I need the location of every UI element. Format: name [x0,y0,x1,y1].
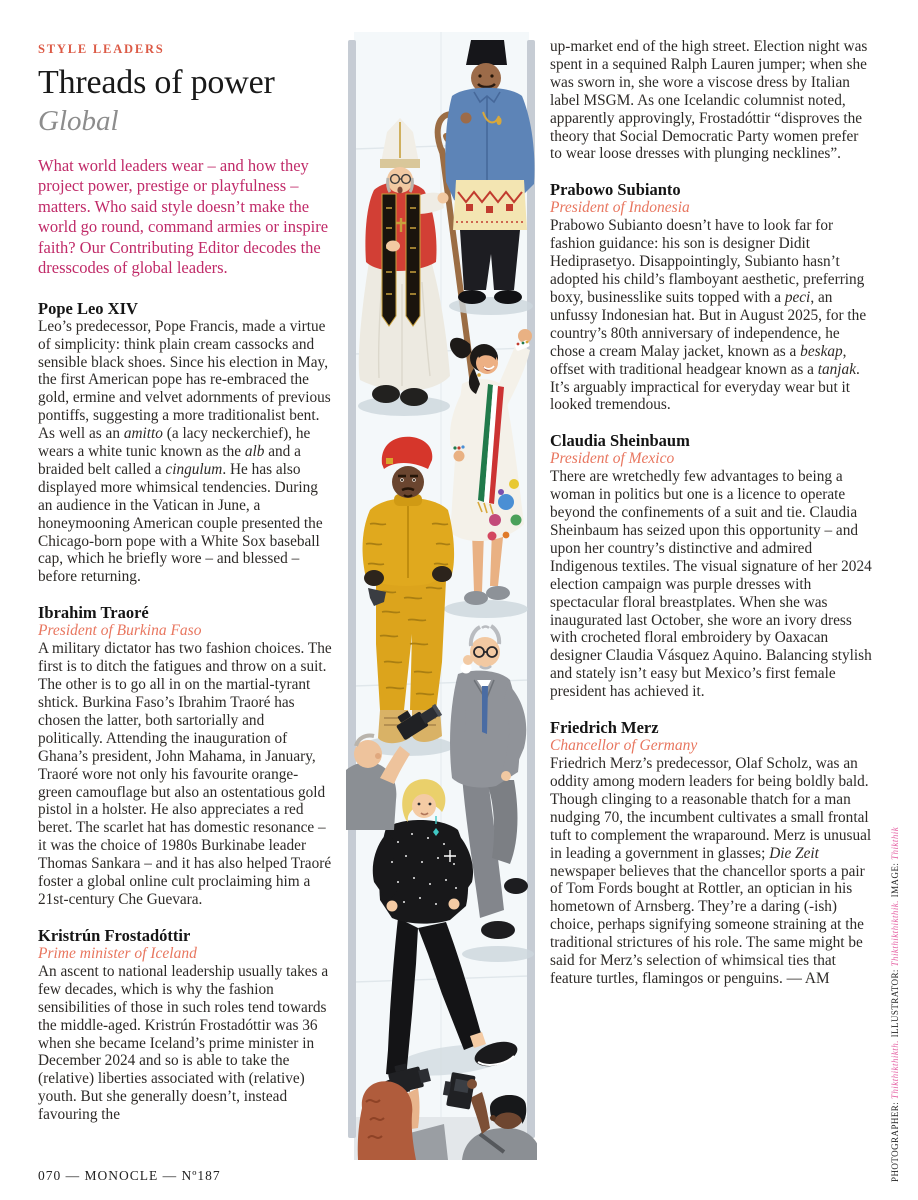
image-name: Thikthik [890,826,900,860]
continuation-paragraph: up-market end of the high street. Election night was spent in a sequined Ralph Lauren jumper; when she was sworn in, she wore a viscose dress by Italian label MSGM. As one Icelandic columnist noted, apparently approvingly, Frostadóttir “disproves the theory that Social Democratic Party women prefer to wear loose dresses with plunging necklines”. [550,38,868,163]
section-body: There are wretchedly few advantages to being a woman in politics but one is a licence to operate beyond the confinements of a suit and tie. Claudia Sheinbaum has seized upon this opportunity – and upon her country’s distinctive and admired Indigenous textiles. The visual signature of her 2024 election campaign was purple dresses with spectacular floral breastplates. When she was inaugurated last October, she wore an ivory dress with crocheted floral embroidery by Oaxacan designer Claudia Vásquez Aquino. Balancing stylish and stately isn’t easy but Mexico’s first female president has achieved it. [550,468,872,701]
photographer-name: Thikthikthikth. [890,1040,900,1100]
section-body: An ascent to national leadership usually takes a few decades, which is why the fashion sensibilities of those in such roles tend towards the middle-aged. Kristrún Frostadóttir was 36 when she became Iceland’s prime minister in December 2024 and so is able to take the (relative) liberties associated with (relative) youth. But she generally doesn’t, instead favouring the [38,962,329,1124]
section-ibrahim-traore [38,603,332,909]
section-body: Friedrich Merz’s predecessor, Olaf Scholz, was an oddity among modern leaders for being boldly bald. Though clinging to a reasonable thatch for a man nudging 70, the incumbent cultivates a small frontal tuft to complement the wraparound. Merz is unusual in leading a government in glasses; Die Zeit newspaper believes that the chancellor sports a pair of Tom Fords bought at Rottler, an optician in his hometown of Arnsberg. They’re a daring (-ish) choice, perhaps signifying someone straining at the traditional strictures of his role. The same might be said for Merz’s selection of whimsical ties that feature turtles, flamingos or penguins. — AM [550,755,872,987]
section-subheading: President of Indonesia [550,199,690,217]
runway-edge-right [527,40,535,1138]
illustrator-label: ILLUSTRATOR: [890,969,900,1038]
image-label: IMAGE: [890,862,900,898]
catwalk-illustration-svg [346,30,537,1162]
section-subheading: President of Burkina Faso [38,622,202,640]
edition-label: Global [38,104,119,137]
section-kristrun-frostadottir [38,926,332,1124]
section-subheading: Chancellor of Germany [550,737,698,755]
section-heading: Pope Leo XIV [38,298,138,318]
kicker: STYLE LEADERS [38,42,165,56]
runway-edge-left [348,40,356,1138]
section-heading: Ibrahim Traoré [38,603,149,623]
catwalk-illustration [346,30,537,1162]
section-subheading: President of Mexico [550,450,675,468]
left-column [38,42,332,1124]
section-friedrich-merz [550,718,874,988]
section-body: A military dictator has two fashion choices. The first is to ditch the fatigues and throw on a suit. The other is to go all in on the martial-tyrant shtick. Burkina Faso’s Ibrahim Traoré has chosen the latter, both sartorially and politically. Attending the inauguration of Ghana’s president, John Mahama, in January, Traoré wore not only his favourite orange-green camouflage but also an ostentatious gold pistol in a holster. He also appreciates a red beret. The scarlet hat has domestic resonance – it was the choice of 1980s Burkinabe leader Thomas Sankara – and it has also helped Traoré foster a global online cult proclaiming him a 21st-century Che Guevara. [38,640,332,908]
section-prabowo-subianto [550,180,874,414]
section-heading: Kristrún Frostadóttir [38,925,191,945]
section-heading: Prabowo Subianto [550,180,681,200]
section-heading: Claudia Sheinbaum [550,431,690,451]
section-claudia-sheinbaum [550,431,874,701]
section-body: Prabowo Subianto doesn’t have to look far for fashion guidance: his son is designer Didit Hediprasetyo. Disappointingly, Subianto hasn’t adopted his child’s flamboyant aesthetic, preferring boxy, businesslike suits topped with a peci, an unfussy Indonesian hat. But in August 2025, for the country’s 80th anniversary of independence, he chose a cream Malay jacket, known as a beskap, offset with traditional headgear known as a tanjak. It’s arguably impractical for everyday wear but it looked tremendous. [550,217,867,414]
photographer-label: PHOTOGRAPHER: [890,1101,900,1182]
section-body: Leo’s predecessor, Pope Francis, made a virtue of simplicity: think plain cream cassocks and sensible black shoes. Since his election in May, the first American pope has re-embraced the gold, ermine and velvet adornments of previous pontiffs, suggesting a more traditionalist bent. As well as an amitto (a lacy neckerchief), he wears a white tunic known as the alb and a braided belt called a cingulum. He has also displayed more whimsical tendencies. During an audience in the Vatican in June, a honeymooning American couple presented the Chicago-born pope with a White Sox baseball cap, which he briefly wore – and blessed – before returning. [38,317,331,586]
section-heading: Friedrich Merz [550,718,659,738]
page-title: Threads of power [38,64,275,101]
section-pope-leo-xiv [38,299,332,587]
standfirst: What world leaders wear – and how they project power, prestige or playfulness – matters. Who said style doesn’t make the world go round, command armies or inspire faith? Our Contributing Editor decodes the dresscodes of global leaders. [38,155,329,278]
illustrator-name: Thikthikthikthik. [890,900,900,967]
credits-sidebar [890,827,900,1182]
section-subheading: Prime minister of Iceland [38,944,197,962]
right-column [550,38,874,988]
page-folio: 070 — MONOCLE — Nº187 [38,1168,221,1183]
